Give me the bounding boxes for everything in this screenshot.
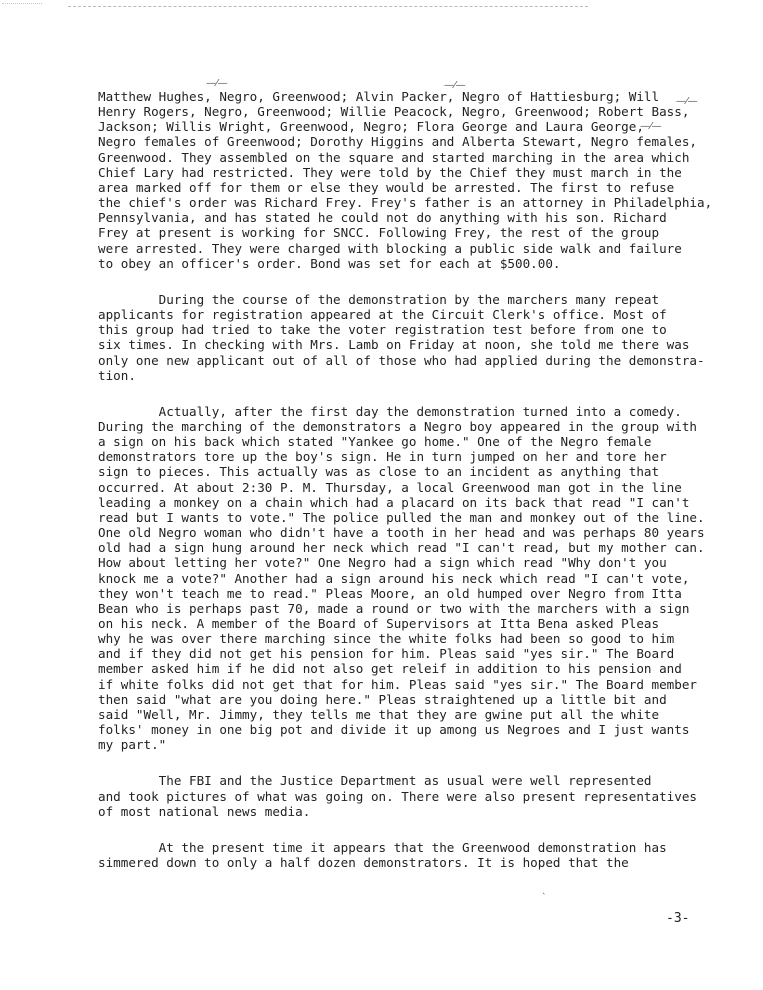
stray-ink-mark: ˎ bbox=[541, 885, 547, 895]
document-body bbox=[98, 89, 713, 871]
text-line: if white folks did not get that for him. Pleas said "yes sir." The Board member bbox=[98, 676, 697, 692]
text-line: knock me a vote?" Another had a sign around his neck which read "I can't vote, bbox=[98, 570, 690, 586]
text-line: leading a monkey on a chain which had a placard on its back that read "I can't bbox=[98, 494, 690, 510]
text-line: were arrested. They were charged with blocking a public side walk and failure bbox=[98, 240, 682, 256]
text-line: and took pictures of what was going on. There were also present representatives bbox=[98, 788, 697, 804]
text-line: old had a sign hung around her neck which read "I can't read, but my mother can. bbox=[98, 540, 705, 556]
text-line: applicants for registration appeared at the Circuit Clerk's office. Most of bbox=[98, 307, 667, 323]
text-line: Greenwood. They assembled on the square and started marching in the area which bbox=[98, 149, 690, 165]
text-line: then said "what are you doing here." Pleas straightened up a little bit and bbox=[98, 691, 667, 707]
text-line: During the course of the demonstration by the marchers many repeat bbox=[98, 291, 660, 307]
text-line: Henry Rogers, Negro, Greenwood; Willie Peacock, Negro, Greenwood; Robert Bass, bbox=[98, 104, 690, 120]
text-line: Frey at present is working for SNCC. Following Frey, the rest of the group bbox=[98, 225, 660, 241]
text-line: The FBI and the Justice Department as usual were well represented bbox=[98, 773, 652, 789]
text-line: they won't teach me to read." Pleas Moore, an old humped over Negro from Itta bbox=[98, 585, 682, 601]
text-line: During the marching of the demonstrators a Negro boy appeared in the group with bbox=[98, 418, 697, 434]
text-line: said "Well, Mr. Jimmy, they tells me that they are gwine put all the white bbox=[98, 706, 660, 722]
text-line: the chief's order was Richard Frey. Frey's father is an attorney in Philadelphia, bbox=[98, 195, 713, 211]
text-line: tion. bbox=[98, 367, 136, 383]
text-line: to obey an officer's order. Bond was set for each at $500.00. bbox=[98, 255, 561, 271]
text-line: simmered down to only a half dozen demonstrators. It is hoped that the bbox=[98, 855, 629, 871]
text-line: Chief Lary had restricted. They were told by the Chief they must march in the bbox=[98, 164, 682, 180]
paragraph-gap bbox=[98, 383, 710, 404]
text-line: sign to pieces. This actually was as close to an incident as anything that bbox=[98, 464, 660, 480]
paragraph bbox=[98, 292, 710, 383]
text-line: a sign on his back which stated "Yankee go home." One of the Negro female bbox=[98, 434, 652, 450]
paragraph bbox=[98, 89, 713, 271]
paragraph bbox=[98, 404, 710, 753]
text-line: area marked off for them or else they would be arrested. The first to refuse bbox=[98, 179, 675, 195]
paragraph bbox=[98, 773, 710, 818]
text-line: read but I wants to vote." The police pulled the man and monkey out of the line. bbox=[98, 509, 705, 525]
text-line: folks' money in one big pot and divide it up among us Negroes and I just wants bbox=[98, 722, 690, 738]
text-line: occurred. At about 2:30 P. M. Thursday, a local Greenwood man got in the line bbox=[98, 479, 682, 495]
pen-tick-mark: —⁄— bbox=[640, 121, 662, 132]
text-line: Jackson; Willis Wright, Greenwood, Negro; Flora George and Laura George, bbox=[98, 119, 644, 135]
text-line: my part." bbox=[98, 737, 167, 753]
text-line: member asked him if he did not also get releif in addition to his pension and bbox=[98, 661, 682, 677]
top-dashed-rule bbox=[68, 6, 588, 7]
paragraph-gap bbox=[98, 271, 710, 292]
text-line: Actually, after the first day the demonstration turned into a comedy. bbox=[98, 403, 682, 419]
text-line: and if they did not get his pension for him. Pleas said "yes sir." The Board bbox=[98, 646, 675, 662]
paragraph-gap bbox=[98, 752, 710, 773]
text-line: How about letting her vote?" One Negro had a sign which read "Why don't you bbox=[98, 555, 667, 571]
text-line: only one new applicant out of all of those who had applied during the demonstra- bbox=[98, 352, 705, 368]
text-line: One old Negro woman who didn't have a tooth in her head and was perhaps 80 years bbox=[98, 525, 705, 541]
text-line: of most national news media. bbox=[98, 803, 311, 819]
pen-tick-mark: —⁄— bbox=[206, 78, 228, 89]
pen-tick-mark: —⁄— bbox=[444, 80, 466, 91]
scan-corner-mark bbox=[2, 3, 42, 4]
pen-tick-mark: —⁄— bbox=[676, 96, 698, 107]
text-line: why he was over there marching since the white folks had been so good to him bbox=[98, 631, 675, 647]
text-line: Pennsylvania, and has stated he could not do anything with his son. Richard bbox=[98, 210, 667, 226]
text-line: this group had tried to take the voter registration test before from one to bbox=[98, 322, 667, 338]
text-line: Negro females of Greenwood; Dorothy Higgins and Alberta Stewart, Negro females, bbox=[98, 134, 697, 150]
text-line: Matthew Hughes, Negro, Greenwood; Alvin Packer, Negro of Hattiesburg; Will bbox=[98, 89, 660, 104]
text-line: demonstrators tore up the boy's sign. He in turn jumped on her and tore her bbox=[98, 449, 667, 465]
paragraph bbox=[98, 840, 710, 870]
text-line: Bean who is perhaps past 70, made a round or two with the marchers with a sign bbox=[98, 600, 690, 616]
text-line: six times. In checking with Mrs. Lamb on Friday at noon, she told me there was bbox=[98, 337, 690, 353]
text-line: At the present time it appears that the Greenwood demonstration has bbox=[98, 839, 667, 855]
text-line: on his neck. A member of the Board of Supervisors at Itta Bena asked Pleas bbox=[98, 616, 660, 631]
page-number: -3- bbox=[666, 911, 690, 926]
paragraph-gap bbox=[98, 819, 710, 840]
